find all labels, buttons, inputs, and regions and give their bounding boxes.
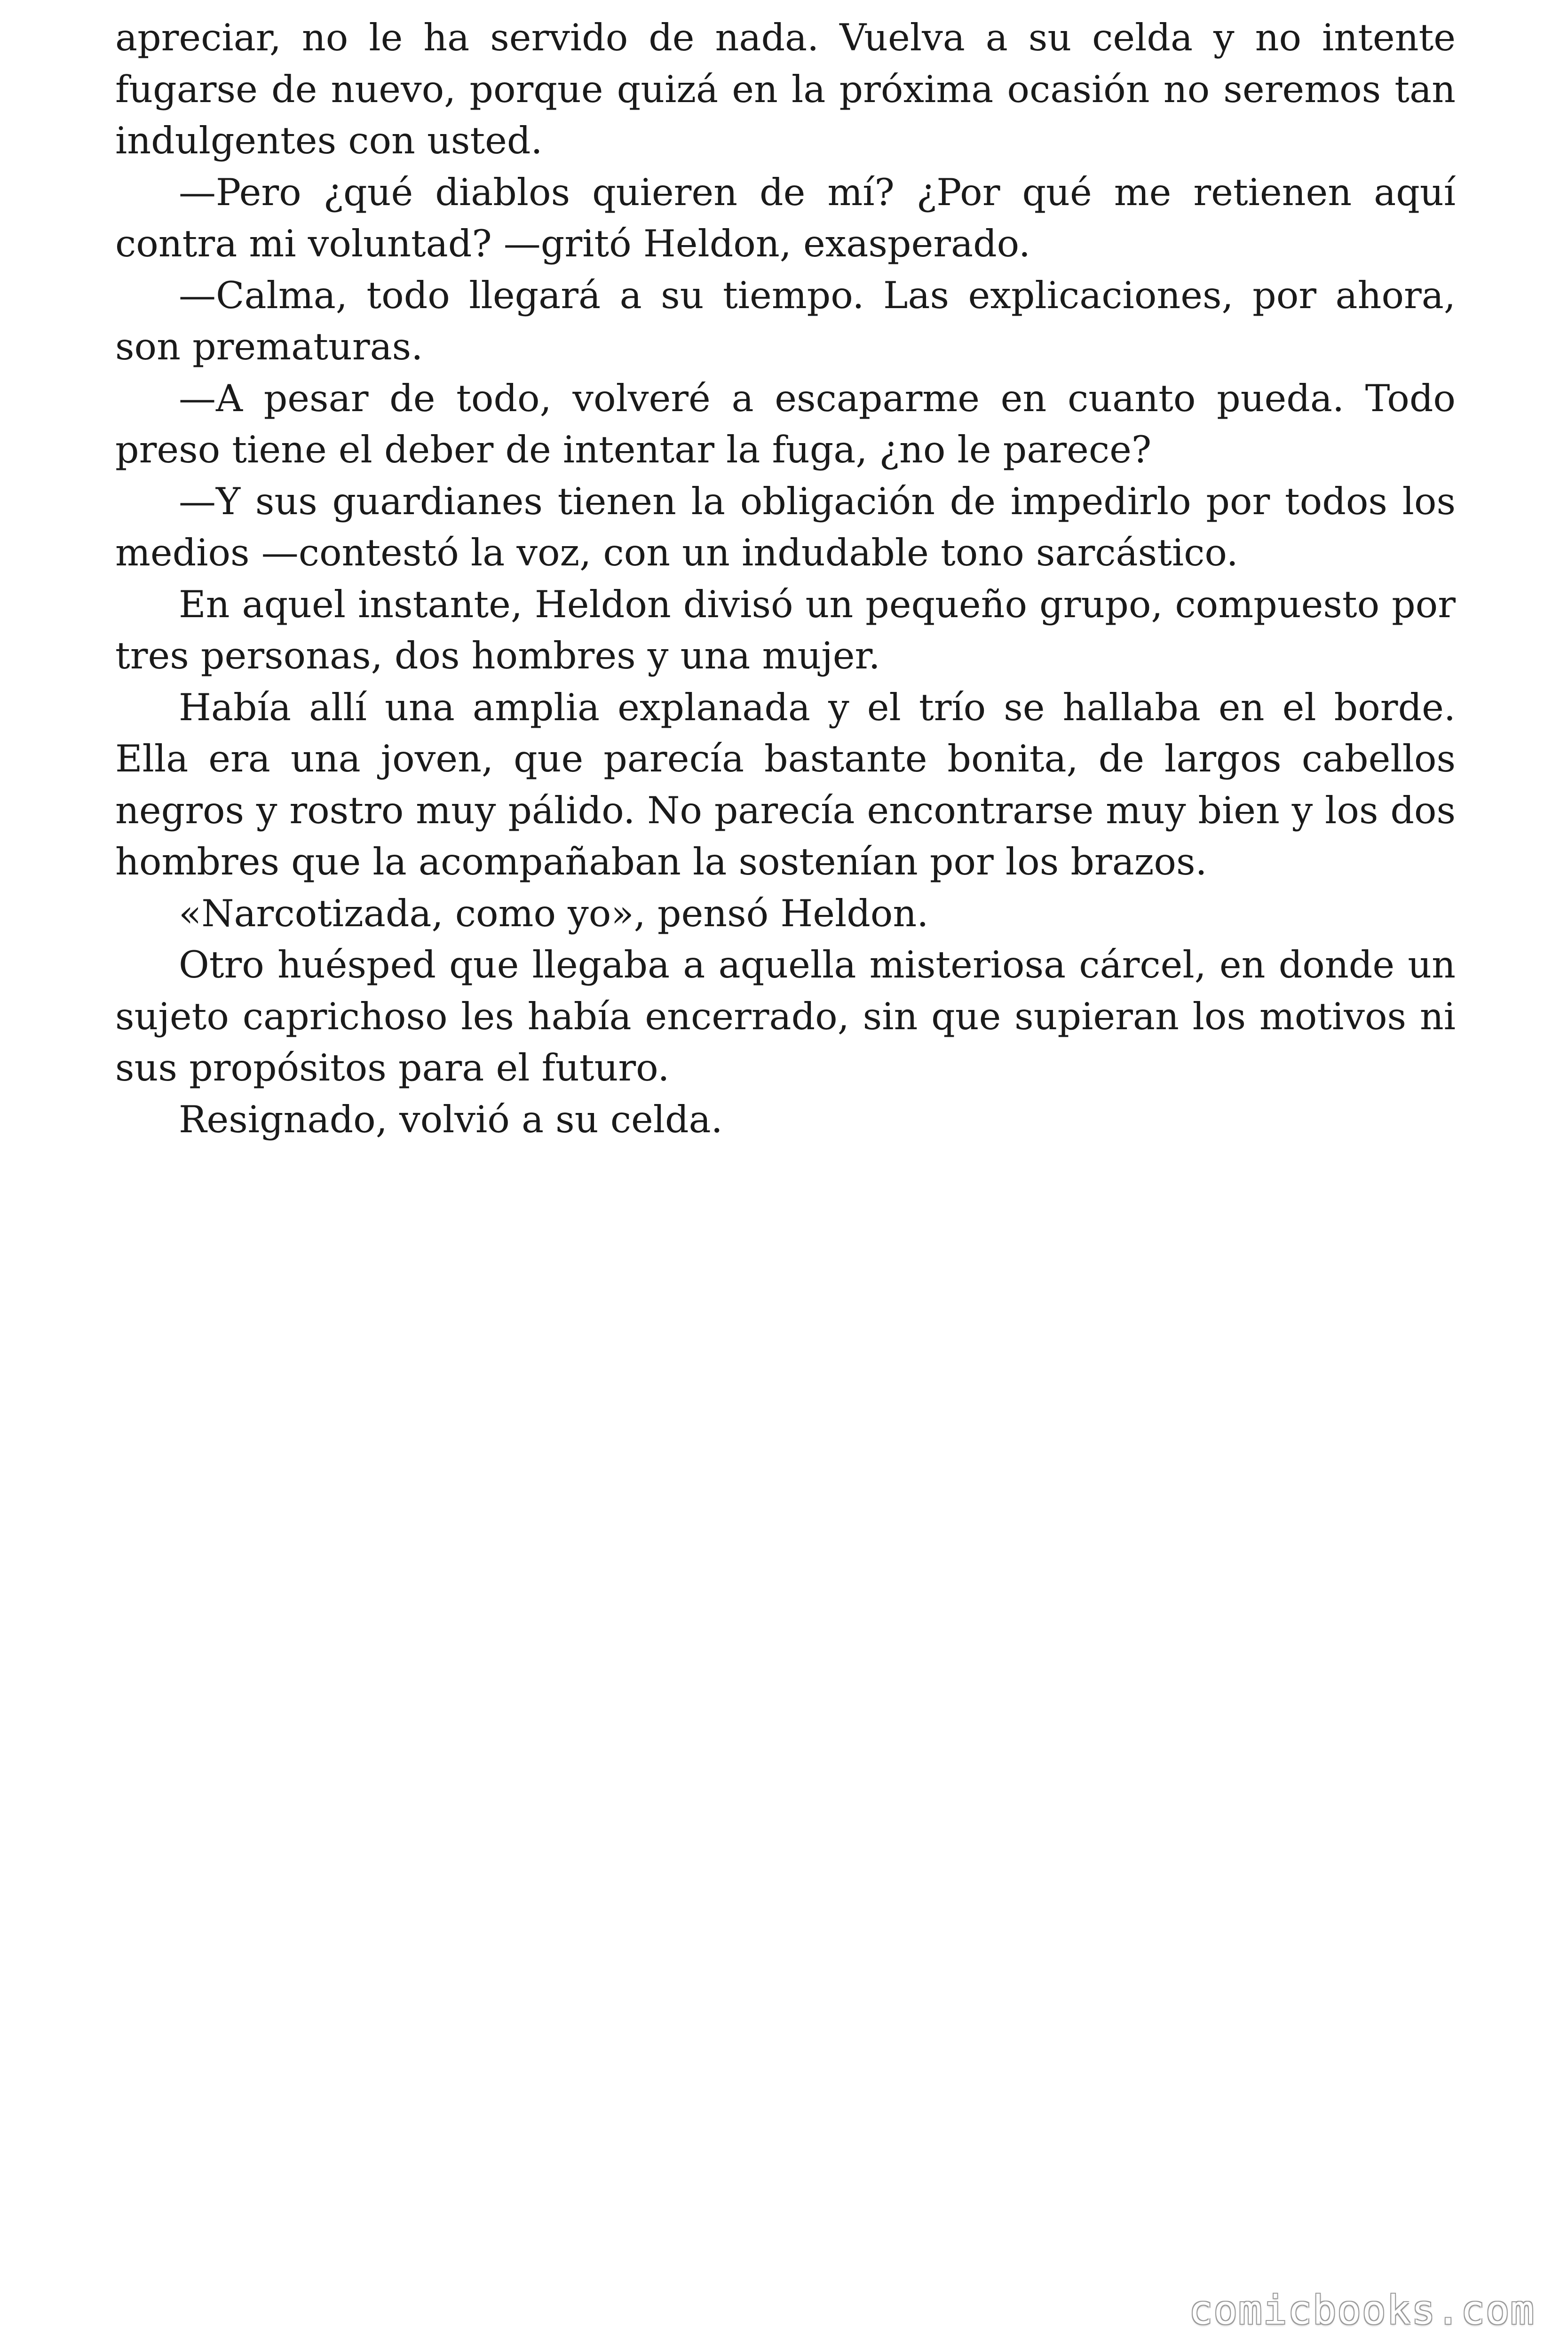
paragraph-10: Resignado, volvió a su celda. (179, 1097, 723, 1141)
body-text (115, 12, 1456, 1145)
paragraph-3: —Calma, todo llegará a su tiempo. Las explicaciones, por ahora, son prematuras. (115, 273, 1456, 368)
paragraph-9: Otro huésped que llegaba a aquella misteriosa cárcel, en donde un sujeto caprichoso les había encerrado, sin que supieran los motivos ni sus propósitos para el futuro. (115, 943, 1456, 1089)
paragraph-1: apreciar, no le ha servido de nada. Vuelva a su celda y no intente fugarse de nuevo, porque quizá en la próxima ocasión no seremos tan indulgentes con usted. (115, 16, 1456, 162)
paragraph-7: Había allí una amplia explanada y el trío se hallaba en el borde. Ella era una joven, que parecía bastante bonita, de largos cabellos negros y rostro muy pálido. No parecía encontrarse muy bien y los dos hombres que la acompañaban la sostenían por los brazos. (115, 685, 1456, 883)
paragraph-5: —Y sus guardianes tienen la obligación de impedirlo por todos los medios —contestó la voz, con un indudable tono sarcástico. (115, 479, 1456, 574)
paragraph-6: En aquel instante, Heldon divisó un pequeño grupo, compuesto por tres personas, dos hombres y una mujer. (115, 582, 1456, 677)
paragraph-2: —Pero ¿qué diablos quieren de mí? ¿Por qué me retienen aquí contra mi voluntad? —gritó Heldon, exasperado. (115, 170, 1456, 265)
paragraph-8: «Narcotizada, como yo», pensó Heldon. (179, 891, 929, 935)
watermark: comicbooks.com (1188, 2287, 1535, 2333)
paragraph-4: —A pesar de todo, volveré a escaparme en cuanto pueda. Todo preso tiene el deber de intentar la fuga, ¿no le parece? (115, 376, 1456, 471)
